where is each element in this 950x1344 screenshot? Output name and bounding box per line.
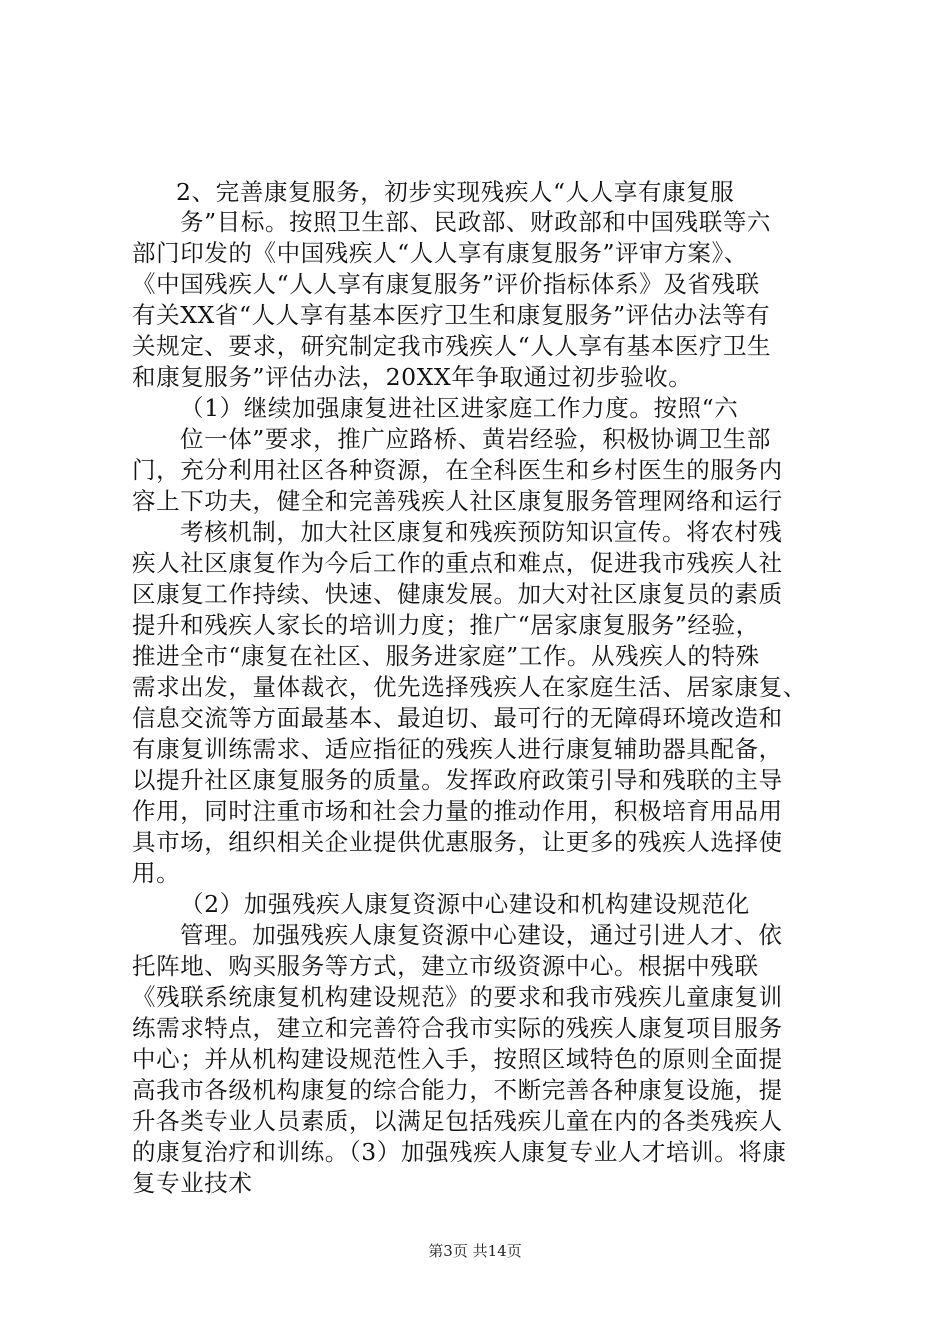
- text-line: 信息交流等方面最基本、最迫切、最可行的无障碍环境改造和: [132, 704, 783, 732]
- text-line: 升各类专业人员素质，以满足包括残疾儿童在内的各类残疾人: [132, 1107, 783, 1135]
- text-line: 推进全市“康复在社区、服务进家庭”工作。从残疾人的特殊: [132, 642, 760, 670]
- text-line: （1）继续加强康复进社区进家庭工作力度。按照“六: [180, 394, 739, 422]
- text-line: 2、完善康复服务，初步实现残疾人“人人享有康复服: [176, 178, 735, 206]
- text-line: 提升和残疾人家长的培训力度；推广“居家康复服务”经验，: [132, 611, 760, 639]
- text-line: 有关XX省“人人享有基本医疗卫生和康复服务”评估办法等有: [132, 301, 771, 329]
- page-number-footer: 第3页 共14页: [428, 1242, 522, 1260]
- text-line: 关规定、要求，研究制定我市残疾人“人人享有基本医疗卫生: [132, 332, 772, 360]
- text-line: 需求出发，量体裁衣，优先选择残疾人在家庭生活、居家康复、: [132, 673, 807, 701]
- text-line: 和康复服务”评估办法，20XX年争取通过初步验收。: [132, 363, 693, 391]
- text-line: 的康复治疗和训练。（3）加强残疾人康复专业人才培训。将康: [132, 1138, 787, 1166]
- text-line: 区康复工作持续、快速、健康发展。加大对社区康复员的素质: [132, 580, 783, 608]
- text-line: 以提升社区康复服务的质量。发挥政府政策引导和残联的主导: [132, 766, 783, 794]
- text-line: 务”目标。按照卫生部、民政部、财政部和中国残联等六: [180, 208, 772, 236]
- text-line: 练需求特点，建立和完善符合我市实际的残疾人康复项目服务: [132, 1014, 783, 1042]
- text-line: 具市场，组织相关企业提供优惠服务，让更多的残疾人选择使: [132, 828, 783, 856]
- text-line: 高我市各级机构康复的综合能力，不断完善各种康复设施，提: [132, 1076, 783, 1104]
- text-line: 《残联系统康复机构建设规范》的要求和我市残疾儿童康复训: [132, 983, 783, 1011]
- text-line: 托阵地、购买服务等方式，建立市级资源中心。根据中残联: [132, 952, 759, 980]
- text-line: 管理。加强残疾人康复资源中心建设，通过引进人才、依: [180, 921, 783, 949]
- text-line: 《中国残疾人“人人享有康复服务”评价指标体系》及省残联: [132, 270, 760, 298]
- text-line: 用。: [132, 859, 181, 887]
- text-line: 疾人社区康复作为今后工作的重点和难点，促进我市残疾人社: [132, 549, 783, 577]
- text-line: 考核机制，加大社区康复和残疾预防知识宣传。将农村残: [180, 518, 783, 546]
- text-line: 有康复训练需求、适应指征的残疾人进行康复辅助器具配备，: [132, 735, 783, 763]
- text-line: （2）加强残疾人康复资源中心建设和机构建设规范化: [180, 890, 750, 918]
- text-line: 部门印发的《中国残疾人“人人享有康复服务”评审方案》、: [132, 239, 748, 267]
- text-line: 复专业技术: [132, 1169, 253, 1197]
- text-line: 中心；并从机构建设规范性入手，按照区域特色的原则全面提: [132, 1045, 783, 1073]
- text-line: 位一体”要求，推广应路桥、黄岩经验，积极协调卫生部: [180, 425, 772, 453]
- text-line: 门，充分利用社区各种资源，在全科医生和乡村医生的服务内: [132, 456, 783, 484]
- text-line: 容上下功夫，健全和完善残疾人社区康复服务管理网络和运行: [132, 487, 783, 515]
- text-line: 作用，同时注重市场和社会力量的推动作用，积极培育用品用: [132, 797, 783, 825]
